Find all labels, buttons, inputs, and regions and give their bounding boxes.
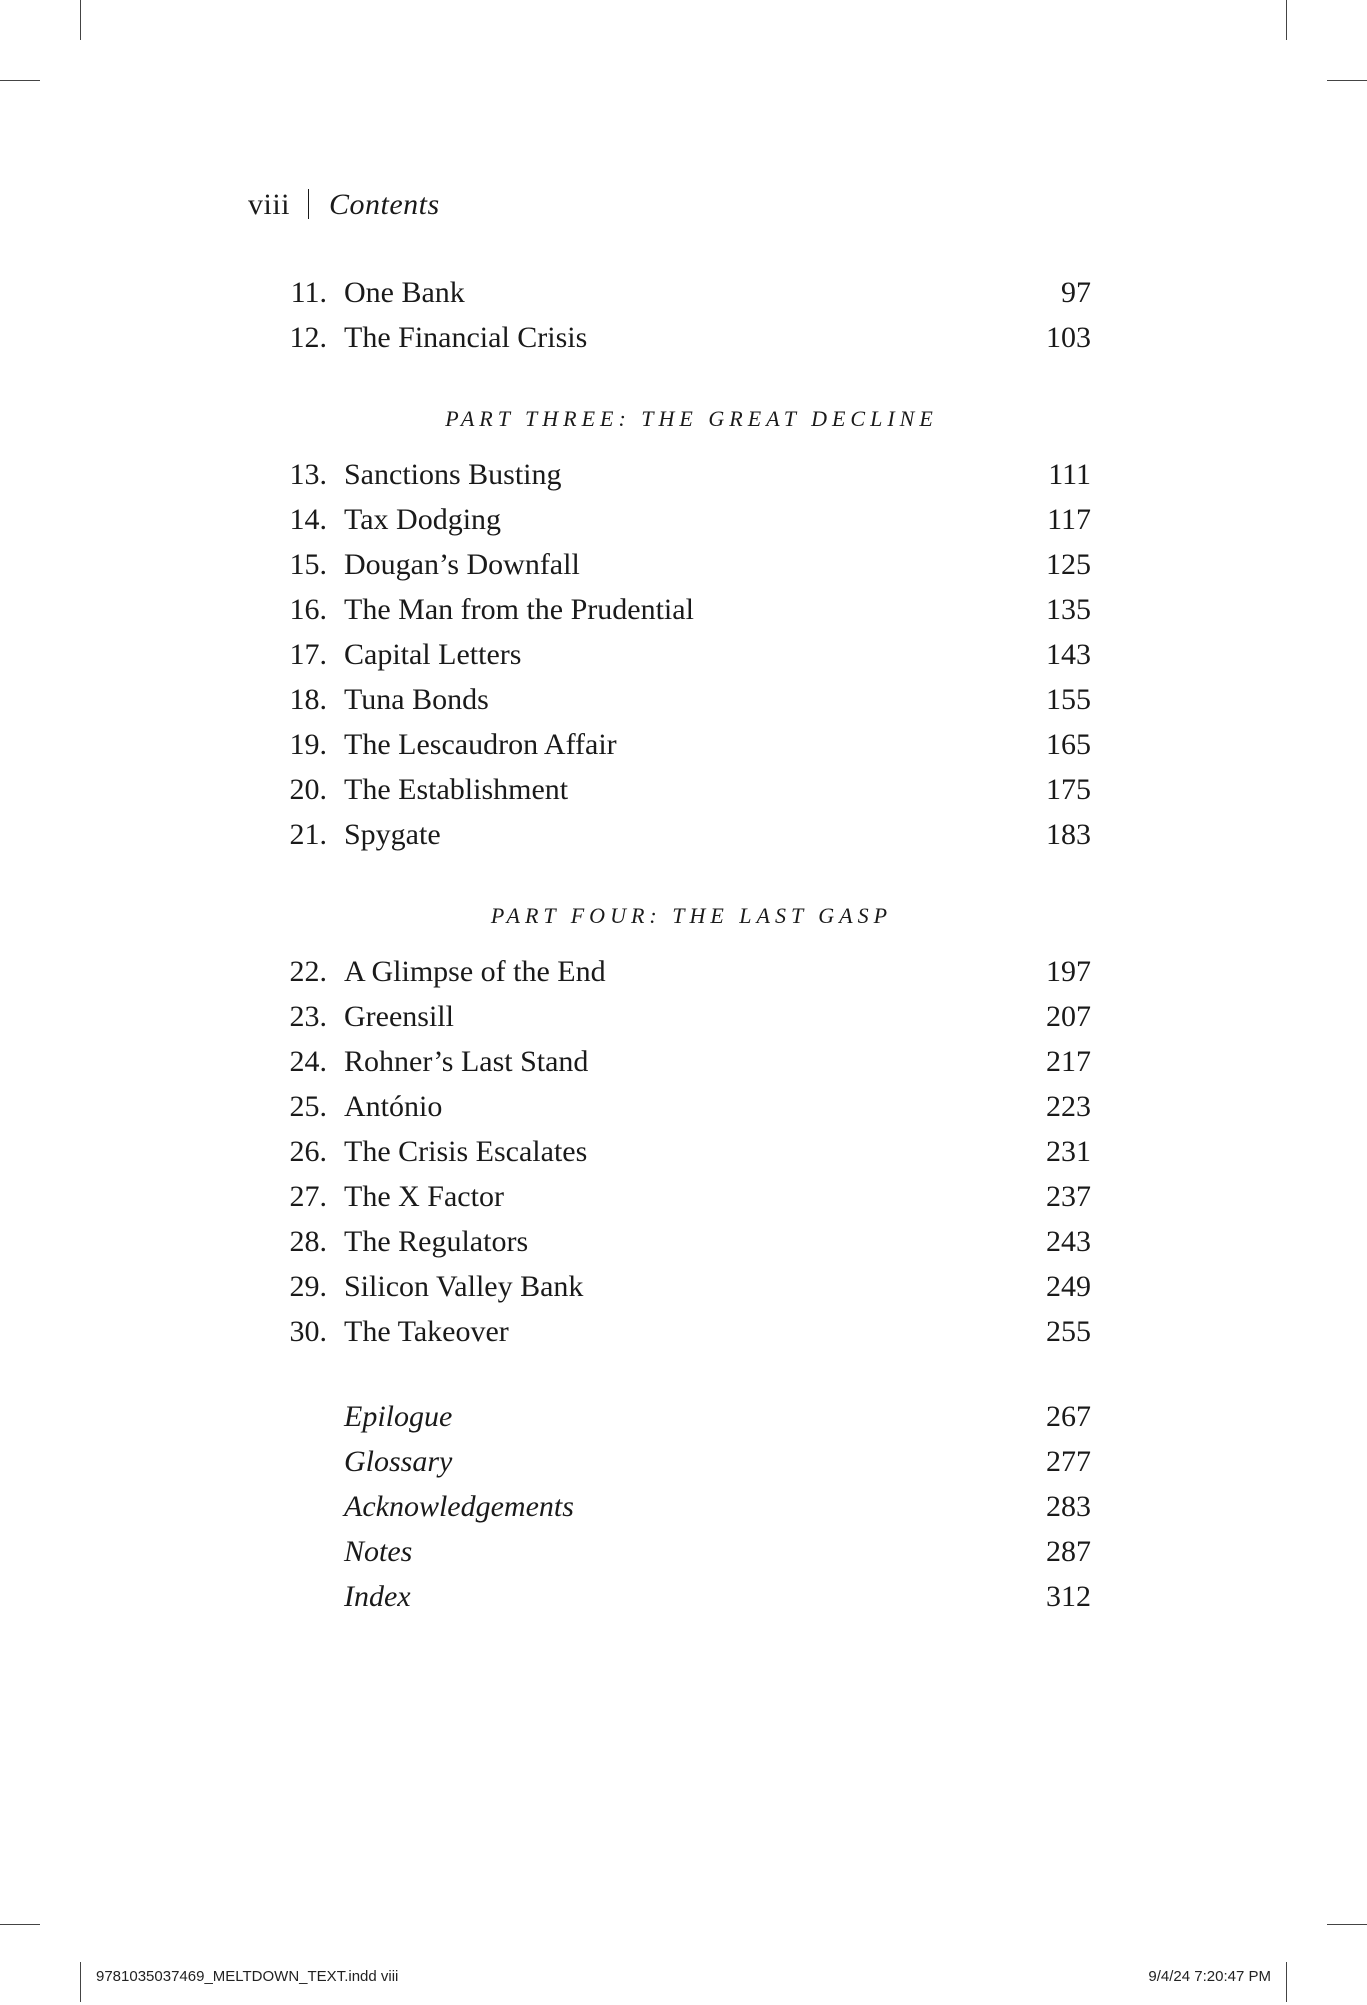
slug-file: 9781035037469_MELTDOWN_TEXT.indd viii: [96, 1968, 399, 1985]
back-matter-entry[interactable]: [0, 1574, 1367, 1619]
chapter-title: The Lescaudron Affair: [344, 728, 617, 761]
back-matter-entry[interactable]: [0, 1529, 1367, 1574]
chapter-number: 25.: [289, 1090, 327, 1123]
page-number: 277: [1046, 1445, 1091, 1478]
page-number: 217: [1046, 1045, 1091, 1078]
page-number: 135: [1046, 593, 1091, 626]
crop-mark-bottom-right: [1286, 1962, 1287, 2002]
chapter-title: Dougan’s Downfall: [344, 548, 580, 581]
page-number: 183: [1046, 818, 1091, 851]
chapter-title: The Man from the Prudential: [344, 593, 694, 626]
chapter-title: Silicon Valley Bank: [344, 1270, 584, 1303]
chapter-number: 19.: [289, 728, 327, 761]
page-number: 155: [1046, 683, 1091, 716]
toc-entry[interactable]: [0, 497, 1367, 542]
page-number: 111: [1048, 458, 1091, 491]
chapter-number: 14.: [289, 503, 327, 536]
part-heading: PART FOUR: THE LAST GASP: [490, 903, 893, 928]
toc-entry[interactable]: [0, 677, 1367, 722]
chapter-title: Capital Letters: [344, 638, 522, 671]
chapter-title: Greensill: [344, 1000, 454, 1033]
page-number: 125: [1046, 548, 1091, 581]
back-matter-entry[interactable]: [0, 1484, 1367, 1529]
toc-entry[interactable]: [0, 994, 1367, 1039]
toc-entry[interactable]: [0, 632, 1367, 677]
toc-entry[interactable]: [0, 949, 1367, 994]
back-matter-title: Notes: [344, 1535, 413, 1568]
crop-mark-right-top: [1327, 80, 1367, 81]
chapter-title: The Establishment: [344, 773, 569, 806]
chapter-number: 29.: [289, 1270, 327, 1303]
chapter-title: The Financial Crisis: [344, 321, 588, 354]
chapter-number: 27.: [289, 1180, 327, 1213]
page-number: 312: [1046, 1580, 1091, 1613]
chapter-title: The Crisis Escalates: [344, 1135, 588, 1168]
page-number: 249: [1046, 1270, 1091, 1303]
toc-entry[interactable]: [0, 452, 1367, 497]
running-head-rule: [308, 189, 309, 219]
page-number: 117: [1047, 503, 1091, 536]
chapter-title: A Glimpse of the End: [344, 955, 606, 988]
page-number: 237: [1046, 1180, 1091, 1213]
toc-section: [0, 400, 1367, 857]
toc-entry[interactable]: [0, 1039, 1367, 1084]
chapter-title: The Takeover: [344, 1315, 509, 1348]
table-of-contents: [0, 270, 1367, 1659]
crop-mark-top-right: [1286, 0, 1287, 40]
page-number: 231: [1046, 1135, 1091, 1168]
page-number: 143: [1046, 638, 1091, 671]
toc-entry[interactable]: [0, 542, 1367, 587]
toc-entry[interactable]: [0, 1129, 1367, 1174]
chapter-title: Tax Dodging: [344, 503, 502, 536]
running-head: [248, 188, 440, 222]
chapter-title: The X Factor: [344, 1180, 504, 1213]
crop-mark-top-left: [80, 0, 81, 40]
back-matter-title: Index: [344, 1580, 411, 1613]
page-number: 255: [1046, 1315, 1091, 1348]
chapter-number: 18.: [289, 683, 327, 716]
back-matter-title: Glossary: [344, 1445, 453, 1478]
page-number: 283: [1046, 1490, 1091, 1523]
chapter-title: One Bank: [344, 276, 465, 309]
page-number: 287: [1046, 1535, 1091, 1568]
chapter-number: 20.: [289, 773, 327, 806]
page-number: 267: [1046, 1400, 1091, 1433]
toc-entry[interactable]: [0, 1309, 1367, 1354]
toc-entry[interactable]: [0, 587, 1367, 632]
page-number: 207: [1046, 1000, 1091, 1033]
page-number: 243: [1046, 1225, 1091, 1258]
chapter-number: 26.: [289, 1135, 327, 1168]
back-matter-title: Epilogue: [344, 1400, 453, 1433]
toc-entry[interactable]: [0, 722, 1367, 767]
toc-section: [0, 897, 1367, 1354]
chapter-number: 28.: [289, 1225, 327, 1258]
chapter-number: 16.: [289, 593, 327, 626]
toc-entry[interactable]: [0, 767, 1367, 812]
chapter-number: 22.: [289, 955, 327, 988]
chapter-number: 21.: [289, 818, 327, 851]
chapter-number: 11.: [290, 276, 327, 309]
page-number: 165: [1046, 728, 1091, 761]
chapter-number: 13.: [289, 458, 327, 491]
folio: viii: [248, 188, 291, 221]
page-number: 175: [1046, 773, 1091, 806]
slug-timestamp: 9/4/24 7:20:47 PM: [1148, 1968, 1271, 1985]
toc-entry[interactable]: [0, 812, 1367, 857]
chapter-number: 23.: [289, 1000, 327, 1033]
chapter-number: 15.: [289, 548, 327, 581]
chapter-title: The Regulators: [344, 1225, 529, 1258]
back-matter-entry[interactable]: [0, 1394, 1367, 1439]
page-number: 97: [1061, 276, 1091, 309]
toc-entry[interactable]: [0, 270, 1367, 315]
page-number: 197: [1046, 955, 1091, 988]
toc-section: [0, 270, 1367, 360]
chapter-title: Tuna Bonds: [344, 683, 489, 716]
page-number: 223: [1046, 1090, 1091, 1123]
chapter-title: Spygate: [344, 818, 441, 851]
page-number: 103: [1046, 321, 1091, 354]
toc-entry[interactable]: [0, 1219, 1367, 1264]
chapter-number: 24.: [289, 1045, 327, 1078]
part-heading: PART THREE: THE GREAT DECLINE: [445, 406, 938, 431]
chapter-title: Rohner’s Last Stand: [344, 1045, 589, 1078]
back-matter-entry[interactable]: [0, 1439, 1367, 1484]
crop-mark-left-bottom: [0, 1924, 40, 1925]
crop-mark-bottom-left: [80, 1962, 81, 2002]
running-head-title: Contents: [329, 188, 440, 221]
chapter-number: 17.: [289, 638, 327, 671]
back-matter: [0, 1394, 1367, 1619]
chapter-number: 12.: [289, 321, 327, 354]
chapter-number: 30.: [289, 1315, 327, 1348]
toc-entry[interactable]: [0, 315, 1367, 360]
crop-mark-right-bottom: [1327, 1924, 1367, 1925]
back-matter-title: Acknowledgements: [344, 1490, 574, 1523]
toc-entry[interactable]: [0, 1084, 1367, 1129]
chapter-title: António: [344, 1090, 443, 1123]
toc-entry[interactable]: [0, 1264, 1367, 1309]
crop-mark-left-top: [0, 80, 40, 81]
chapter-title: Sanctions Busting: [344, 458, 562, 491]
toc-entry[interactable]: [0, 1174, 1367, 1219]
